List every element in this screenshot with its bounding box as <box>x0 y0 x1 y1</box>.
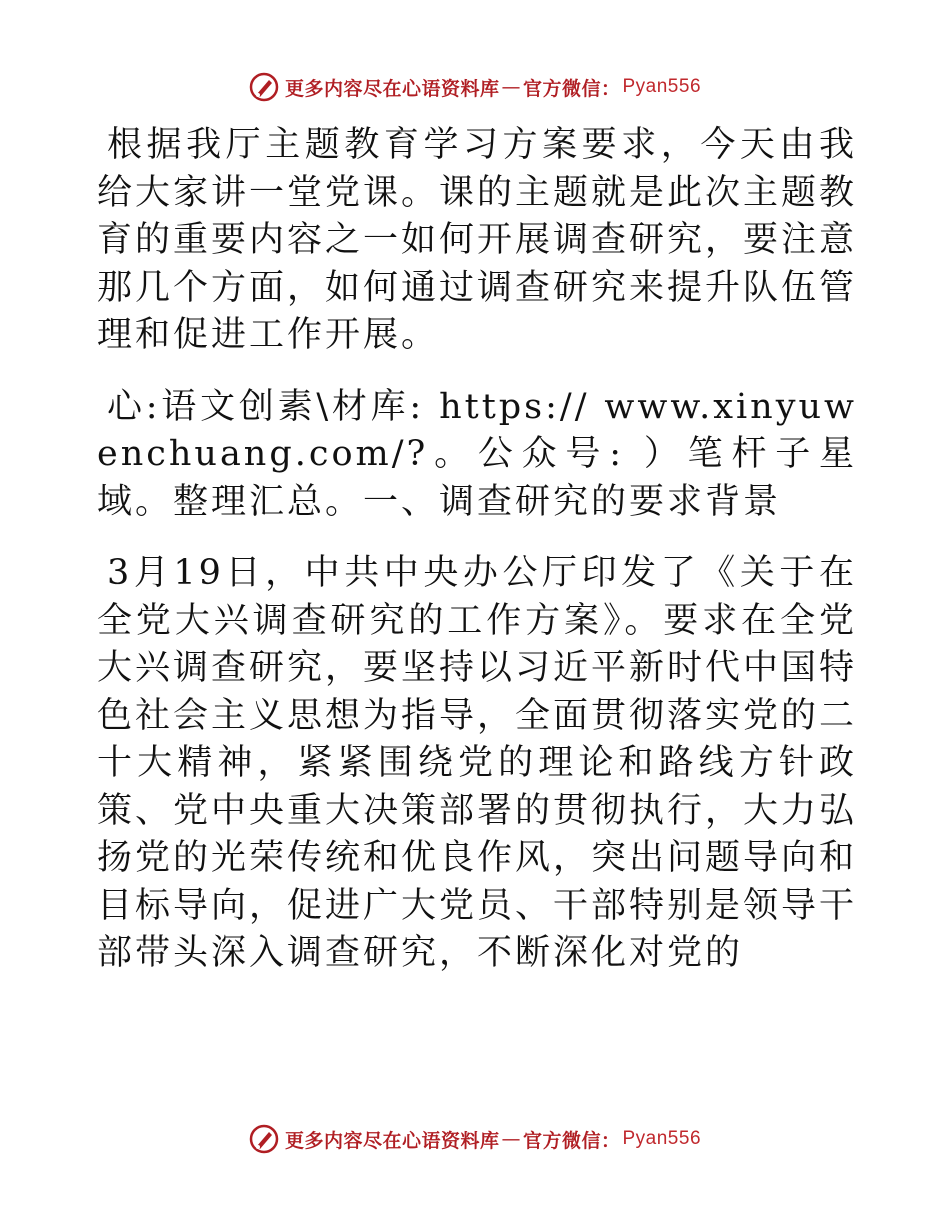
banner-wechat-id: Pyan556 <box>622 1128 702 1149</box>
banner-main-text: 更多内容尽在心语资料库 <box>284 77 500 100</box>
paragraph-2: 心:语文创素\材库: https:// www.xinyuwenchuang.com/?。公众号: ）笔杆子星域。整理汇总。一、调查研究的要求背景 <box>97 386 857 522</box>
banner-wechat-id: Pyan556 <box>622 76 702 97</box>
paragraph-3: 3月19日，中共中央办公厅印发了《关于在全党大兴调查研究的工作方案》。要求在全党大兴调查研究，要坚持以习近平新时代中国特色社会主义思想为指导，全面贯彻落实党的二十大精神，紧紧围绕党的理论和路线方针政策、党中央重大决策部署的贯彻执行，大力弘扬党的光荣传统和优良作风，突出问题导向和目标导向，促进广大党员、干部特别是领导干部带头深入调查研究，不断深化对党的 <box>97 553 858 973</box>
banner-main-text: 更多内容尽在心语资料库 <box>284 1129 500 1152</box>
banner-dash: — <box>501 76 521 98</box>
header-banner <box>0 72 950 102</box>
banner-dash: — <box>501 1128 521 1150</box>
document-body <box>97 122 857 978</box>
banner-wechat-label: 官方微信： <box>522 77 621 100</box>
paragraph-1: 根据我厅主题教育学习方案要求，今天由我给大家讲一堂党课。课的主题就是此次主题教育的重要内容之一如何开展调查研究，要注意那几个方面，如何通过调查研究来提升队伍管理和促进工作开展。 <box>97 125 858 355</box>
banner-wechat-label: 官方微信： <box>522 1129 621 1152</box>
pen-logo-icon <box>249 1124 279 1154</box>
pen-logo-icon <box>249 72 279 102</box>
footer-banner <box>0 1124 950 1154</box>
